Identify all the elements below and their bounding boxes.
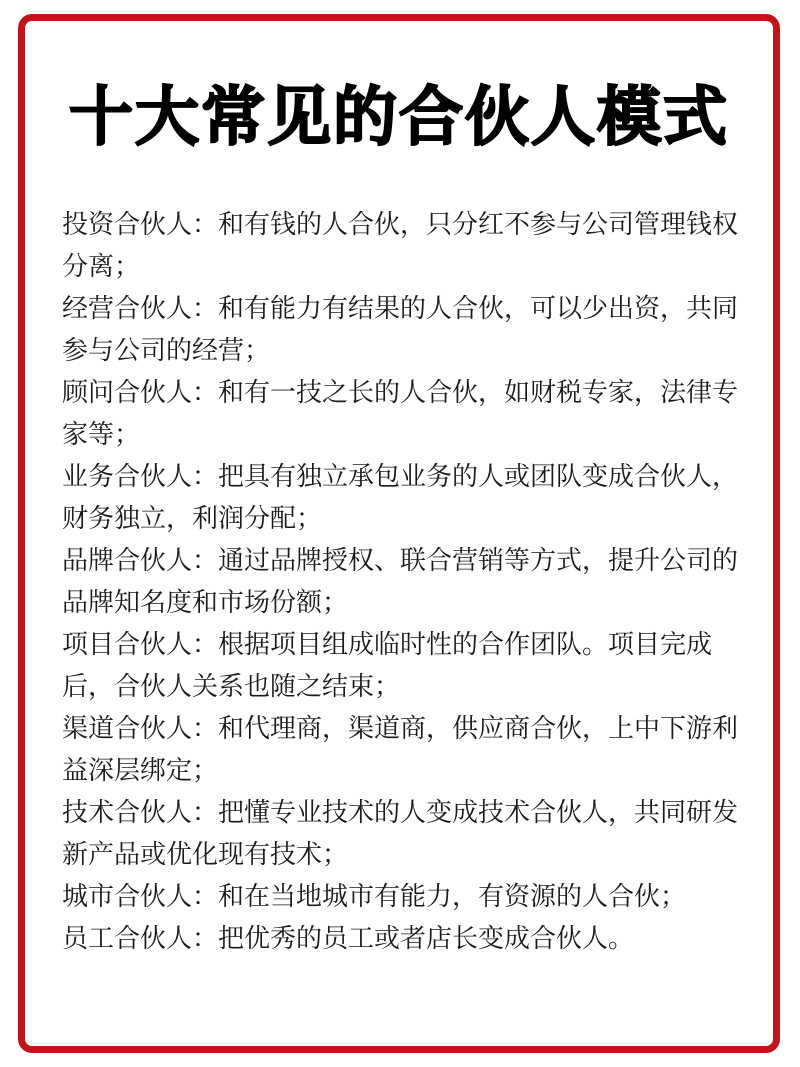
red-border-frame xyxy=(18,14,780,1053)
list-item-channel-partner: 渠道合伙人：和代理商，渠道商，供应商合伙，上中下游利益深层绑定； xyxy=(62,714,739,786)
list-item-advisor-partner: 顾问合伙人：和有一技之长的人合伙，如财税专家，法律专家等； xyxy=(62,378,739,450)
list-item-employee-partner: 员工合伙人：把优秀的员工或者店长变成合伙人。 xyxy=(62,924,635,954)
list-item-operating-partner: 经营合伙人：和有能力有结果的人合伙，可以少出资，共同参与公司的经营； xyxy=(62,294,739,366)
list-item-brand-partner: 品牌合伙人：通过品牌授权、联合营销等方式，提升公司的品牌知名度和市场份额； xyxy=(62,546,739,618)
list-item-technical-partner: 技术合伙人：把懂专业技术的人变成技术合伙人，共同研发新产品或优化现有技术； xyxy=(62,798,739,870)
list-item-project-partner: 项目合伙人：根据项目组成临时性的合作团队。项目完成后，合伙人关系也随之结束； xyxy=(62,630,713,702)
list-item-city-partner: 城市合伙人：和在当地城市有能力，有资源的人合伙； xyxy=(62,882,687,912)
partner-list xyxy=(62,204,762,960)
page-title: 十大常见的合伙人模式 xyxy=(69,81,729,155)
list-item-business-partner: 业务合伙人：把具有独立承包业务的人或团队变成合伙人，财务独立，利润分配； xyxy=(62,462,739,534)
list-item-investment-partner: 投资合伙人：和有钱的人合伙，只分红不参与公司管理钱权分离； xyxy=(62,210,739,282)
